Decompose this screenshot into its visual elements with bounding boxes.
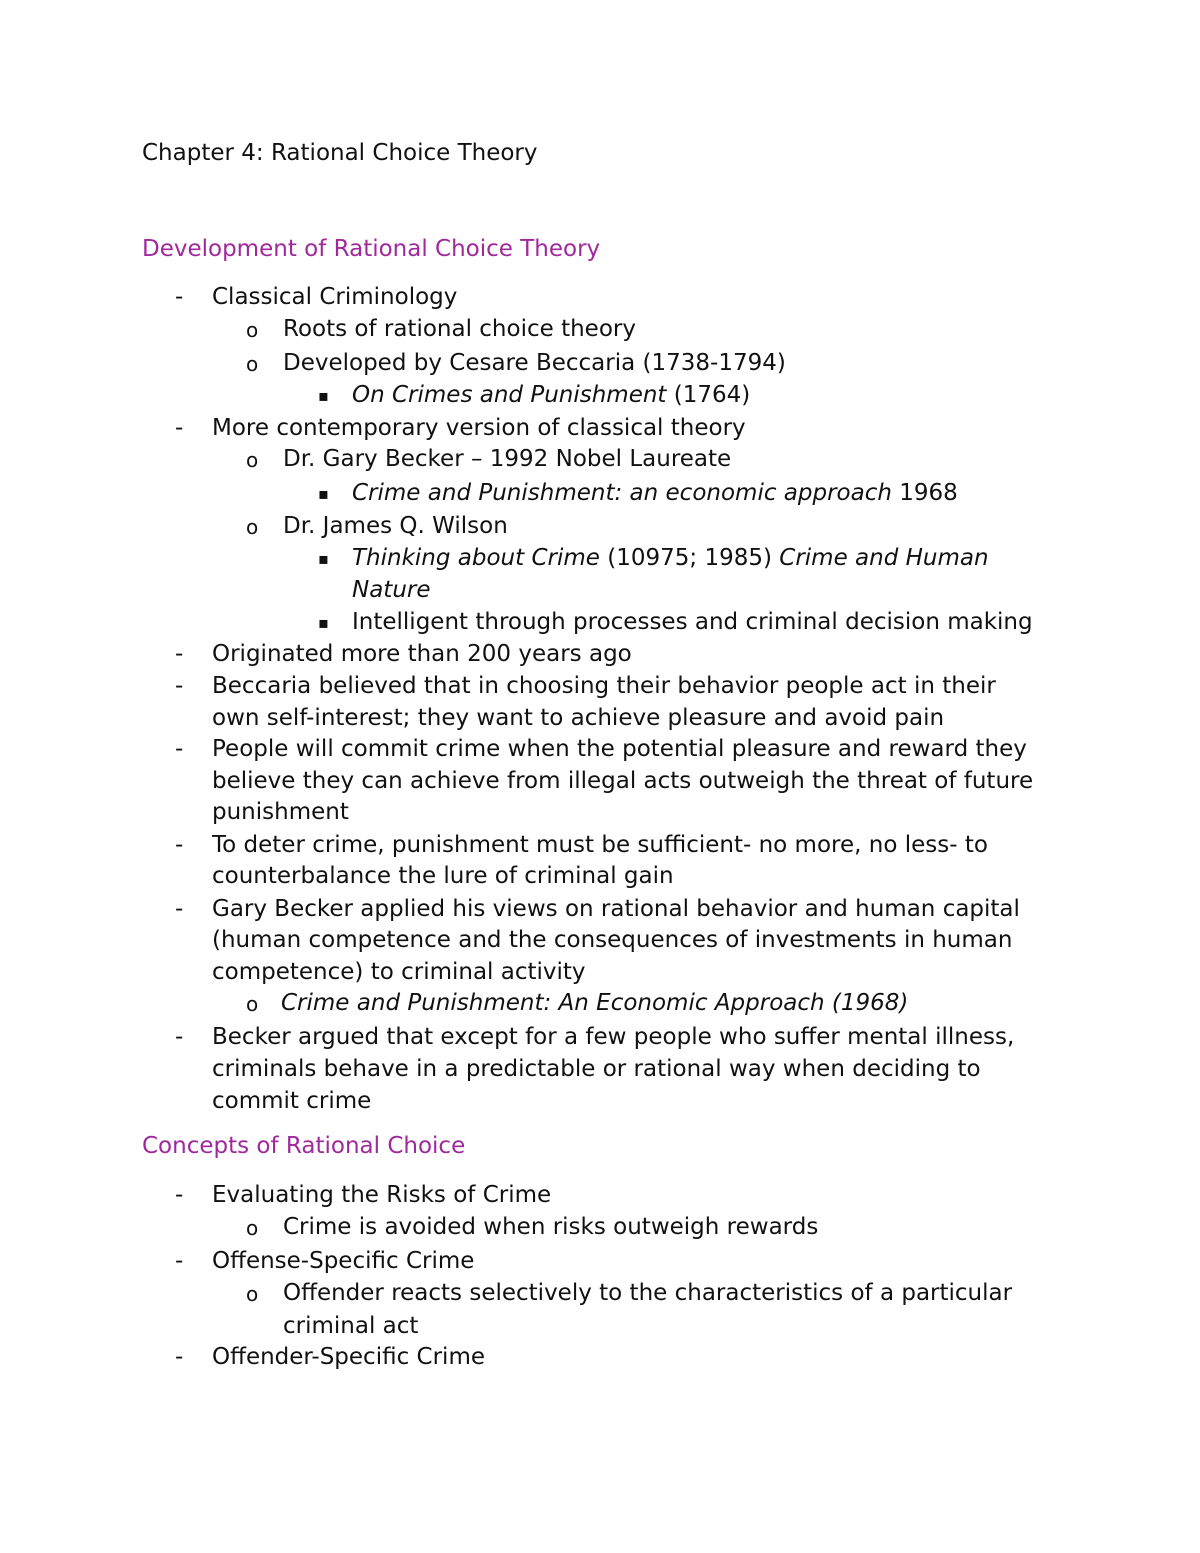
list-item: Offender-Specific Crime (212, 1344, 486, 1370)
bullet-marker: ▪ (318, 484, 329, 503)
list-item: Offense-Specific Crime (212, 1248, 475, 1274)
list-item (281, 987, 908, 1019)
section-heading-concepts: Concepts of Rational Choice (142, 1133, 466, 1159)
bullet-marker: - (175, 1248, 184, 1274)
list-item: To deter crime, punishment must be sufficient- no more, no less- to (212, 832, 988, 858)
book-title: Crime and Punishment: An Economic Approach (1968) (281, 990, 909, 1016)
list-item: Gary Becker applied his views on rational behavior and human capital (212, 896, 1020, 922)
list-item-continuation: criminals behave in a predictable or rational way when deciding to (212, 1056, 981, 1082)
bullet-marker: o (246, 1216, 259, 1240)
section-heading-development: Development of Rational Choice Theory (142, 236, 601, 262)
bullet-marker: - (175, 1182, 184, 1208)
bullet-marker: ▪ (318, 613, 329, 632)
list-item: Developed by Cesare Beccaria (1738-1794) (283, 350, 786, 376)
list-item-continuation: criminal act (283, 1313, 419, 1339)
list-item: More contemporary version of classical theory (212, 415, 746, 441)
bullet-marker: - (175, 641, 184, 667)
bullet-marker: ▪ (318, 386, 329, 405)
list-item-continuation: counterbalance the lure of criminal gain (212, 863, 674, 889)
bullet-marker: - (175, 736, 184, 762)
list-item: Roots of rational choice theory (283, 316, 636, 342)
bullet-marker: o (246, 515, 259, 539)
book-title: Nature (352, 577, 431, 603)
book-title: On Crimes and Punishment (352, 382, 667, 408)
list-item (352, 379, 750, 411)
list-item-continuation: (human competence and the consequences of investments in human (212, 927, 1013, 953)
bullet-marker: - (175, 832, 184, 858)
list-item: Crime is avoided when risks outweigh rewards (283, 1214, 819, 1240)
list-item-continuation: believe they can achieve from illegal acts outweigh the threat of future (212, 768, 1034, 794)
list-item-continuation: competence) to criminal activity (212, 959, 586, 985)
list-item: Offender reacts selectively to the characteristics of a particular (283, 1280, 1013, 1306)
bullet-marker: ▪ (318, 549, 329, 568)
list-item-continuation: punishment (212, 799, 349, 825)
bullet-marker: o (246, 318, 259, 342)
list-item: Beccaria believed that in choosing their behavior people act in their (212, 673, 996, 699)
list-item: Originated more than 200 years ago (212, 641, 632, 667)
bullet-marker: - (175, 1344, 184, 1370)
book-year: 1968 (891, 480, 958, 506)
bullet-marker: o (246, 1282, 259, 1306)
book-title: Crime and Human (779, 545, 989, 571)
list-item-continuation (352, 574, 431, 606)
bullet-marker: - (175, 1024, 184, 1050)
book-years: (10975; 1985) (599, 545, 780, 571)
list-item-continuation: commit crime (212, 1088, 372, 1114)
bullet-marker: - (175, 415, 184, 441)
bullet-marker: o (246, 352, 259, 376)
list-item: People will commit crime when the potential pleasure and reward they (212, 736, 1027, 762)
bullet-marker: o (246, 448, 259, 472)
list-item (352, 477, 958, 509)
list-item: Becker argued that except for a few people who suffer mental illness, (212, 1024, 1015, 1050)
list-item: Dr. James Q. Wilson (283, 513, 508, 539)
bullet-marker: - (175, 284, 184, 310)
list-item (352, 542, 989, 574)
bullet-marker: - (175, 896, 184, 922)
list-item: Evaluating the Risks of Crime (212, 1182, 552, 1208)
list-item: Classical Criminology (212, 284, 458, 310)
list-item-continuation: own self-interest; they want to achieve pleasure and avoid pain (212, 705, 945, 731)
list-item: Intelligent through processes and criminal decision making (352, 609, 1033, 635)
list-item: Dr. Gary Becker – 1992 Nobel Laureate (283, 446, 732, 472)
bullet-marker: - (175, 673, 184, 699)
book-title: Crime and Punishment: an economic approach (352, 480, 892, 506)
book-title: Thinking about Crime (352, 545, 600, 571)
document-title: Chapter 4: Rational Choice Theory (142, 140, 538, 166)
bullet-marker: o (246, 992, 259, 1016)
book-year: (1764) (666, 382, 751, 408)
